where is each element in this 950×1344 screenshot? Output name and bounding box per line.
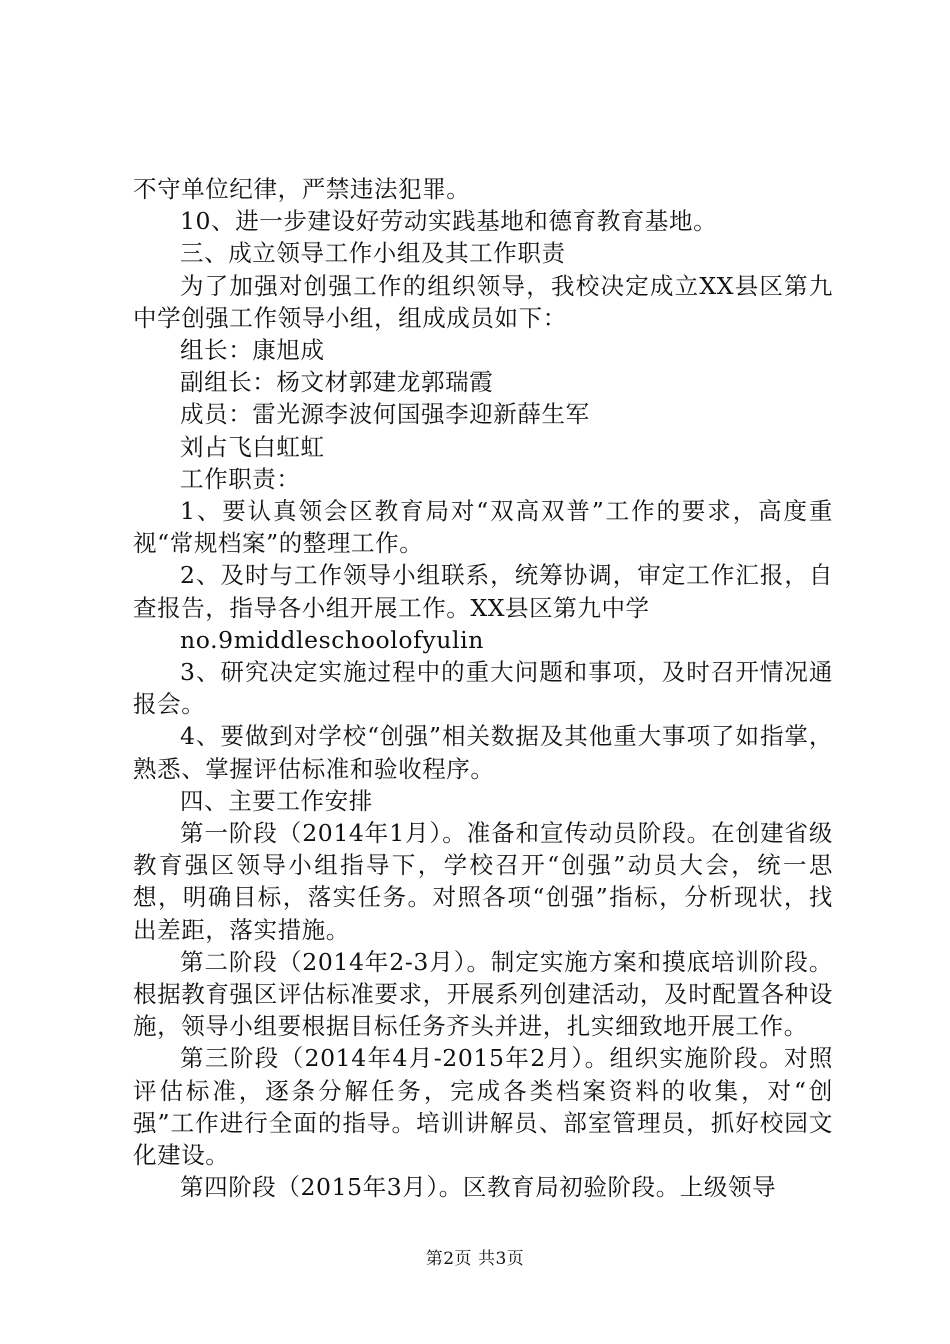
body-paragraph: 四、主要工作安排 [180, 786, 373, 815]
body-paragraph: 10、进一步建设好劳动实践基地和德育教育基地。 [180, 207, 718, 236]
body-paragraph: 2、及时与工作领导小组联系，统筹协调，审定工作汇报，自查报告，指导各小组开展工作。XX县区第九中学 [133, 561, 833, 622]
body-paragraph: 不守单位纪律，严禁违法犯罪。 [133, 175, 471, 203]
body-paragraph: 3、研究决定实施过程中的重大问题和事项，及时召开情况通报会。 [133, 658, 833, 719]
body-paragraph: 副组长：杨文材郭建龙郭瑞霞 [180, 368, 494, 397]
body-paragraph: 三、成立领导工作小组及其工作职责 [180, 239, 566, 268]
body-paragraph: 为了加强对创强工作的组织领导，我校决定成立XX县区第九中学创强工作领导小组，组成成员如下： [133, 271, 833, 332]
body-paragraph: 4、要做到对学校“创强”相关数据及其他重大事项了如指掌，熟悉、掌握评估标准和验收程序。 [133, 722, 833, 783]
document-body [133, 173, 833, 1204]
body-paragraph: 第二阶段（2014年2-3月）。制定实施方案和摸底培训阶段。根据教育强区评估标准要求，开展系列创建活动，及时配置各种设施，领导小组要根据目标任务齐头并进，扎实细致地开展工作。 [133, 947, 833, 1041]
body-paragraph: 1、要认真领会区教育局对“双高双普”工作的要求，高度重视“常规档案”的整理工作。 [133, 497, 833, 558]
body-paragraph: 成员：雷光源李波何国强李迎新薛生军 [180, 400, 590, 429]
page-footer: 第2页 共3页 [425, 1249, 525, 1269]
body-paragraph: no.9middleschoolofyulin [180, 625, 484, 654]
body-paragraph: 第三阶段（2014年4月-2015年2月）。组织实施阶段。对照评估标准，逐条分解任务，完成各类档案资料的收集，对“创强”工作进行全面的指导。培训讲解员、部室管理员，抓好校园文化建设。 [133, 1044, 833, 1170]
body-paragraph: 工作职责： [180, 464, 301, 493]
body-paragraph: 第一阶段（2014年1月）。准备和宣传动员阶段。在创建省级教育强区领导小组指导下，学校召开“创强”动员大会，统一思想，明确目标，落实任务。对照各项“创强”指标，分析现状，找出差距，落实措施。 [133, 819, 833, 944]
body-paragraph: 刘占飞白虹虹 [180, 432, 325, 461]
body-paragraph: 组长：康旭成 [180, 336, 325, 365]
body-paragraph: 第四阶段（2015年3月）。区教育局初验阶段。上级领导 [180, 1173, 777, 1202]
